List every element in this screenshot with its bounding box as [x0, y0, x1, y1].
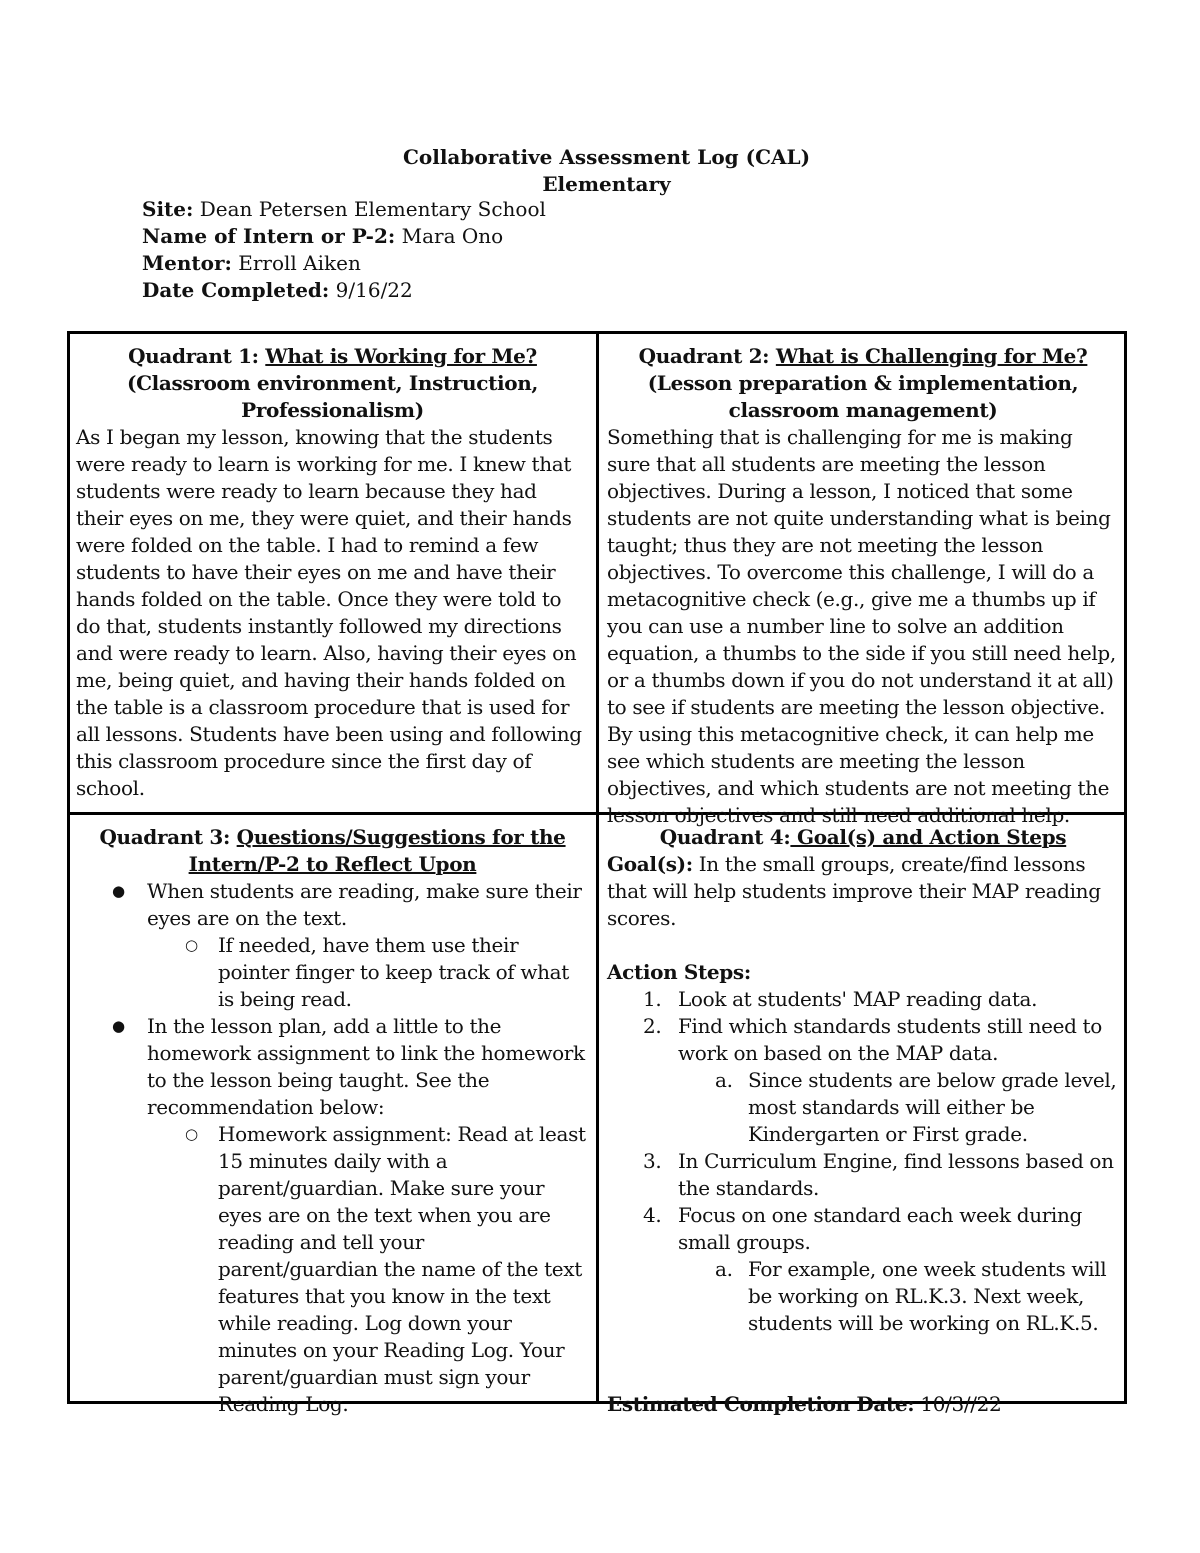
step-number: 4.	[643, 1203, 662, 1227]
step-number: a.	[715, 1257, 733, 1281]
list-item	[76, 932, 589, 1013]
step-text: Since students are below grade level, most standards will either be Kindergarten or First grade.	[748, 1068, 1117, 1146]
table-vertical-divider	[596, 331, 599, 1404]
spacer	[607, 1337, 1119, 1391]
quadrant-1	[76, 343, 589, 802]
quadrant-2-body: Something that is challenging for me is making sure that all students are meeting the lesson objectives. During a lesson, I noticed that some students are not quite understanding what is being taught; thus they are not meeting the lesson objectives. To overcome this challenge, I will do a metacognitive check (e.g., give me a thumbs up if you can use a number line to solve an addition equation, a thumbs to the side if you still need help, or a thumbs down if you do not understand it at all) to see if students are meeting the lesson objective. By using this metacognitive check, it can help me see which students are meeting the lesson objectives, and which students are not meeting the lesson objectives and still need additional help.	[607, 425, 1116, 827]
step-number: 2.	[643, 1014, 662, 1038]
quadrant-3-title: Questions/Suggestions for the Intern/P-2 to Reflect Upon	[188, 825, 566, 876]
suggestion-text: When students are reading, make sure their eyes are on the text.	[147, 879, 582, 930]
mentor-label: Mentor:	[142, 251, 232, 275]
suggestion-list	[76, 878, 589, 1418]
quadrant-4-prefix: Quadrant 4:	[659, 825, 791, 849]
list-item	[607, 986, 1119, 1013]
action-steps-list	[607, 986, 1119, 1337]
list-item	[607, 1067, 1119, 1148]
action-steps-label: Action Steps:	[607, 960, 751, 984]
quadrant-3-prefix: Quadrant 3:	[99, 825, 237, 849]
step-text: For example, one week students will be working on RL.K.3. Next week, students will be working on RL.K.5.	[748, 1257, 1107, 1335]
quadrant-2-heading	[607, 343, 1119, 370]
completion-date	[607, 1391, 1119, 1418]
quadrant-2	[607, 343, 1119, 829]
mentor-line	[142, 250, 546, 277]
date-line	[142, 277, 546, 304]
circle-bullet-icon: ○	[185, 936, 198, 954]
quadrant-2-subtitle: (Lesson preparation & implementation, classroom management)	[647, 371, 1079, 422]
goal-text: In the small groups, create/find lessons that will help students improve their MAP reading scores.	[607, 852, 1101, 930]
quadrant-4-heading	[607, 824, 1119, 851]
intern-line	[142, 223, 546, 250]
quadrant-3	[76, 824, 589, 1418]
completion-value: 10/3//22	[914, 1392, 1002, 1416]
date-value: 9/16/22	[335, 278, 413, 302]
list-item	[76, 1013, 589, 1121]
intern-label: Name of Intern or P-2:	[142, 224, 396, 248]
goal-paragraph	[607, 851, 1119, 932]
intern-value: Mara Ono	[401, 224, 504, 248]
header-info	[142, 196, 546, 304]
goal-label: Goal(s):	[607, 852, 693, 876]
completion-label: Estimated Completion Date:	[607, 1392, 915, 1416]
step-text: Focus on one standard each week during small groups.	[678, 1203, 1082, 1254]
list-item	[607, 1202, 1119, 1256]
document-subtitle: Elementary	[542, 172, 671, 196]
circle-bullet-icon: ○	[185, 1125, 198, 1143]
document-title: Collaborative Assessment Log (CAL)	[402, 145, 811, 169]
site-line	[142, 196, 546, 223]
quadrant-1-prefix: Quadrant 1:	[128, 344, 266, 368]
list-item	[607, 1148, 1119, 1202]
quadrant-1-subtitle: (Classroom environment, Instruction, Professionalism)	[126, 371, 539, 422]
list-item	[76, 1121, 589, 1418]
quadrant-1-heading	[76, 343, 589, 370]
list-item	[607, 1013, 1119, 1067]
suggestion-text: In the lesson plan, add a little to the homework assignment to link the homework to the lesson being taught. See the recommendation below:	[147, 1014, 585, 1119]
bullet-icon: ●	[112, 882, 125, 900]
step-number: 1.	[643, 987, 662, 1011]
list-item	[76, 878, 589, 932]
date-label: Date Completed:	[142, 278, 330, 302]
quadrant-1-body: As I began my lesson, knowing that the students were ready to learn is working for me. I knew that students were ready to learn because they had their eyes on me, they were quiet, and their hands were folded on the table. I had to remind a few students to have their eyes on me and have their hands folded on the table. Once they were told to do that, students instantly followed my directions and were ready to learn. Also, having their eyes on me, being quiet, and having their hands folded on the table is a classroom procedure that is used for all lessons. Students have been using and following this classroom procedure since the first day of school.	[76, 425, 582, 800]
spacer	[607, 932, 1119, 959]
quadrant-4	[607, 824, 1119, 1418]
quadrant-2-prefix: Quadrant 2:	[638, 344, 776, 368]
suggestion-subtext: If needed, have them use their pointer finger to keep track of what is being read.	[218, 933, 569, 1011]
step-text: In Curriculum Engine, find lessons based on the standards.	[678, 1149, 1114, 1200]
suggestion-subtext: Homework assignment: Read at least 15 minutes daily with a parent/guardian. Make sure your eyes are on the text when you are reading and tell your parent/guardian the name of the text features that you know in the text while reading. Log down your minutes on your Reading Log. Your parent/guardian must sign your Reading Log.	[218, 1122, 586, 1416]
site-label: Site:	[142, 197, 194, 221]
list-item	[607, 1256, 1119, 1337]
step-text: Look at students' MAP reading data.	[678, 987, 1038, 1011]
step-number: 3.	[643, 1149, 662, 1173]
quadrant-3-heading	[76, 824, 589, 878]
mentor-value: Erroll Aiken	[238, 251, 361, 275]
quadrant-2-title: What is Challenging for Me?	[775, 344, 1088, 368]
site-value: Dean Petersen Elementary School	[199, 197, 546, 221]
quadrant-4-title: Goal(s) and Action Steps	[790, 825, 1067, 849]
step-text: Find which standards students still need to work on based on the MAP data.	[678, 1014, 1102, 1065]
step-number: a.	[715, 1068, 733, 1092]
quadrant-1-title: What is Working for Me?	[265, 344, 537, 368]
bullet-icon: ●	[112, 1017, 125, 1035]
